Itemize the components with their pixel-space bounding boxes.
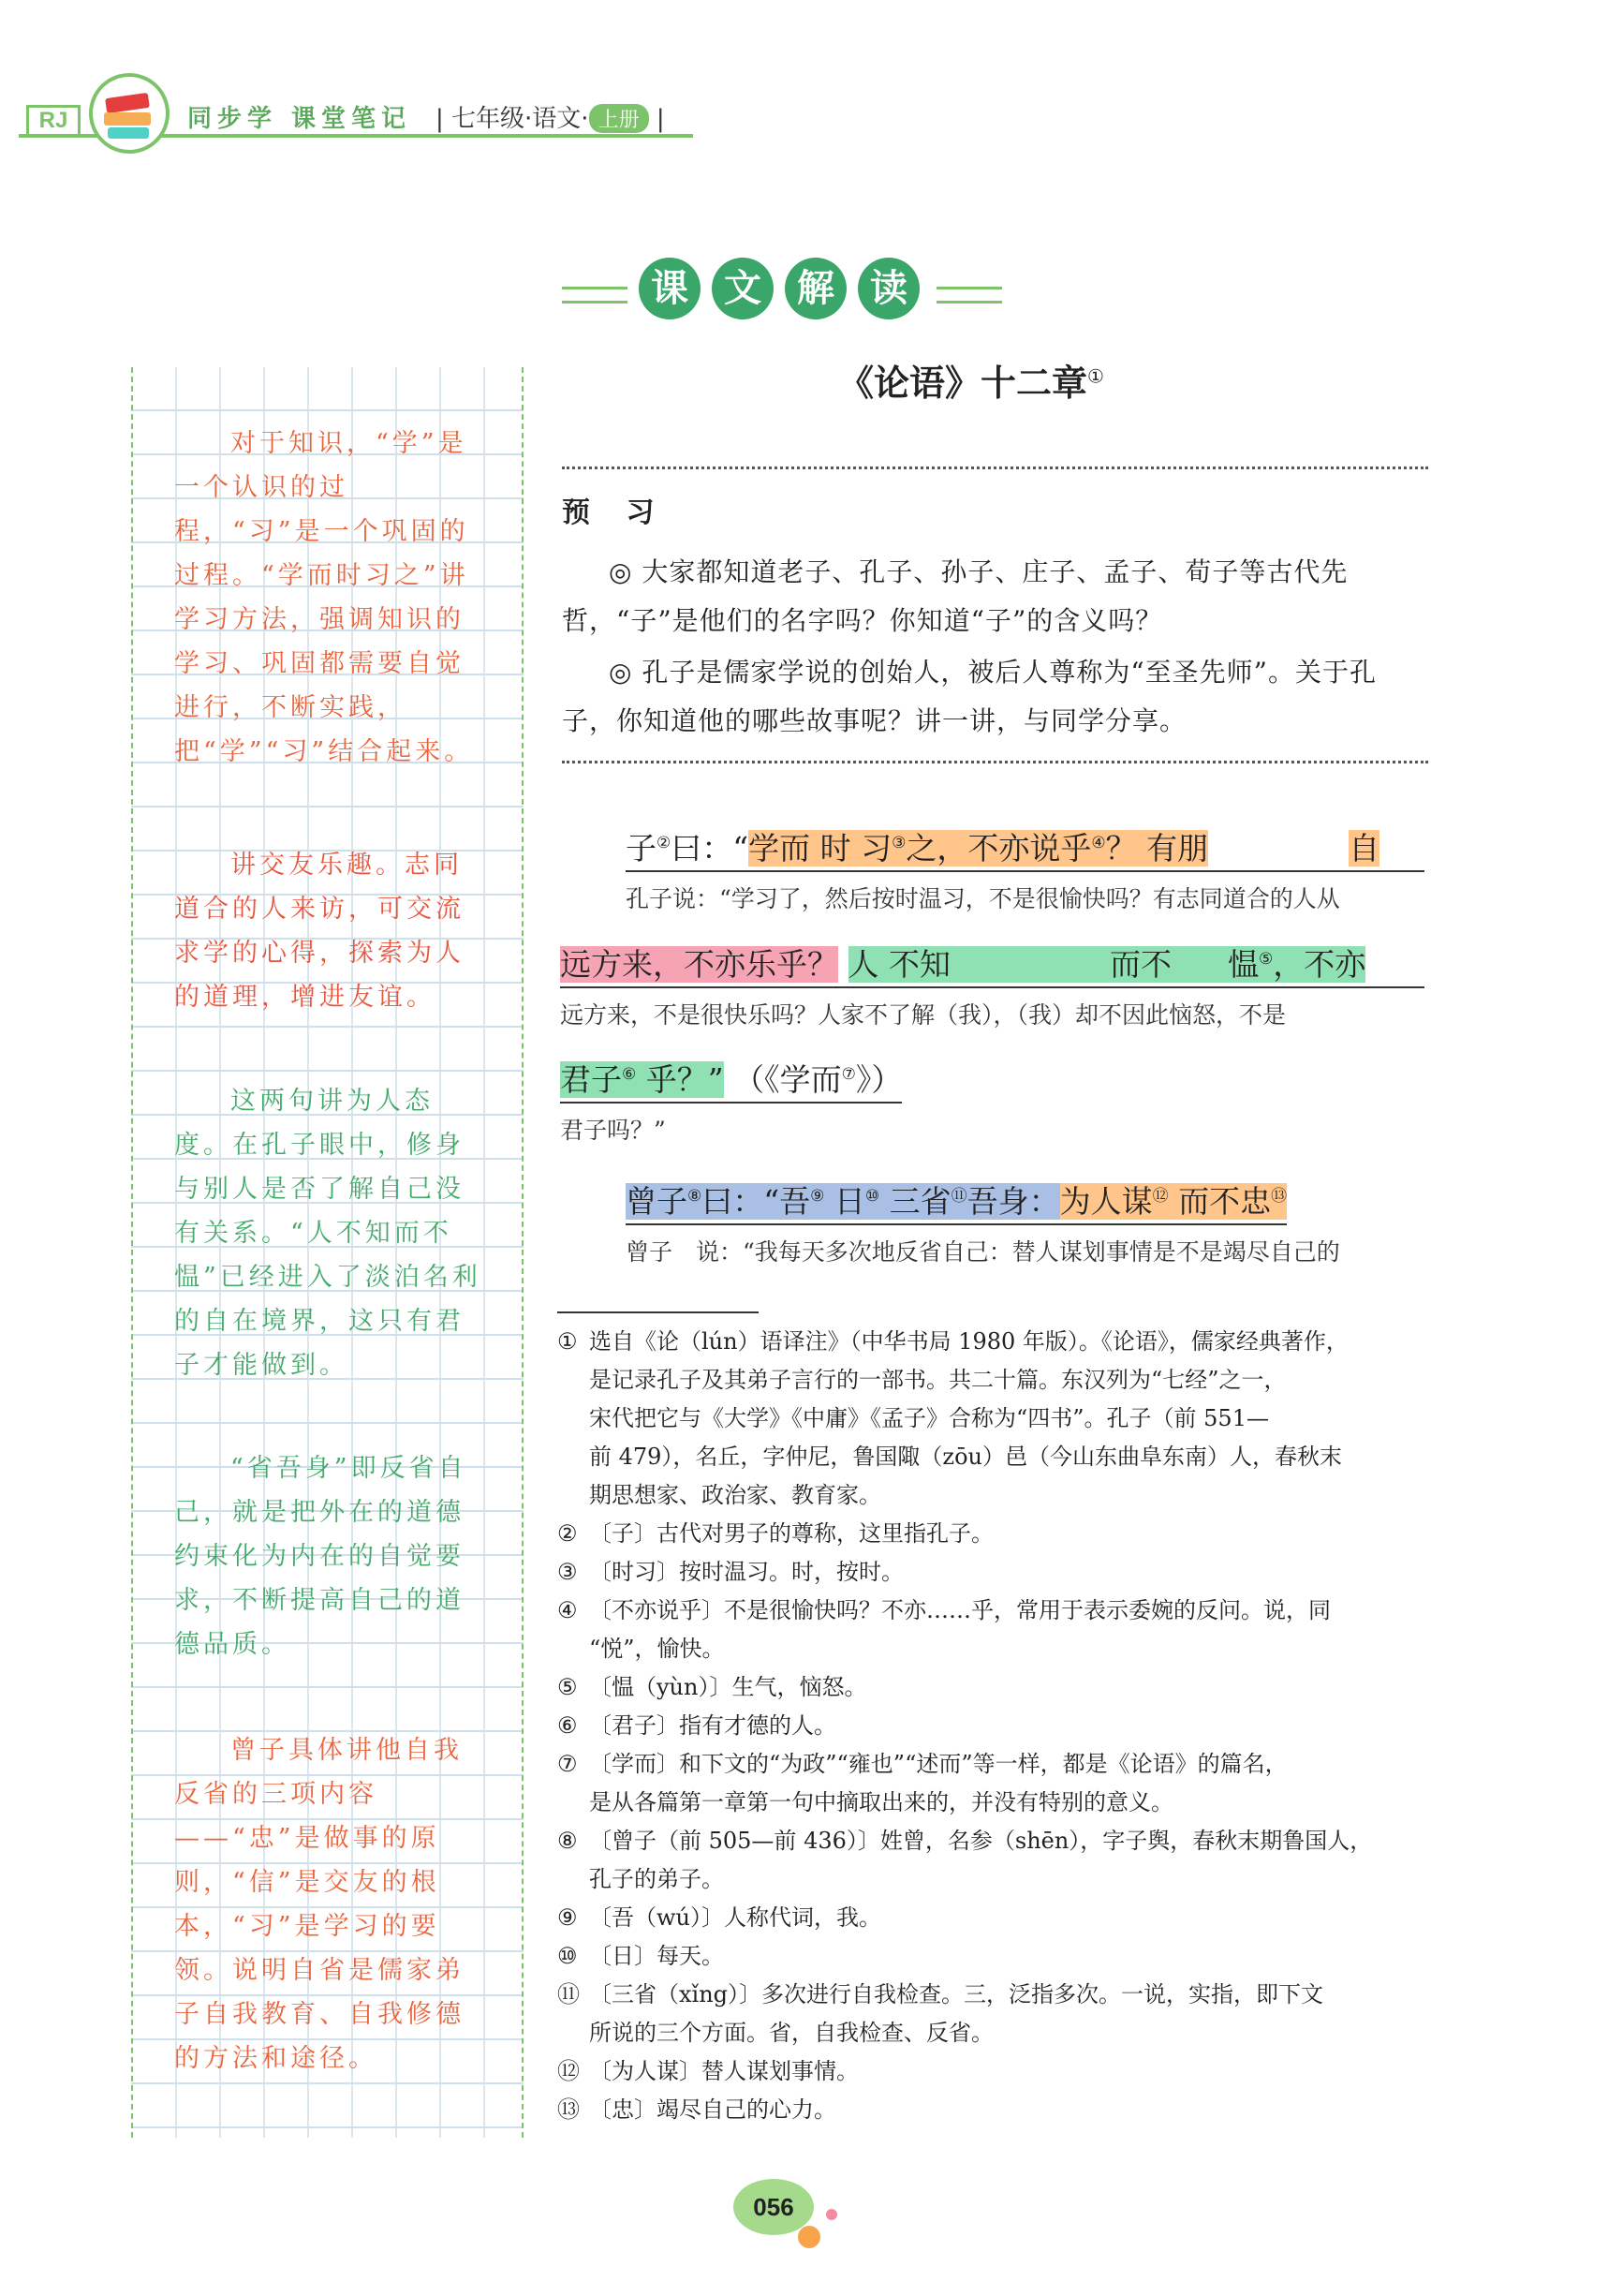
running-header	[0, 66, 693, 159]
footnote-line: “悦”，愉快。	[589, 1636, 725, 1662]
grade-label: | 七年级·语文· 上册 |	[435, 105, 665, 133]
text-line: 远方来，不亦乐乎？ 人 不知 而不 愠⑤，不亦	[560, 941, 1424, 988]
footnote-line: ⑦ 〔学而〕和下文的“为政”“雍也”“述而”等一样，都是《论语》的篇名，	[557, 1751, 1288, 1777]
translation-line: 远方来，不是很快乐吗？人家不了解（我），（我）却不因此恼怒，不是	[560, 1001, 1287, 1029]
preview-label: 预 习	[562, 496, 668, 529]
footnote-line: ⑪ 〔三省（xǐng）〕多次进行自我检查。三，泛指多次。一说，实指，即下文	[557, 1981, 1324, 2007]
grade-text: 七年级·语文·	[451, 105, 589, 133]
footnote-line: ② 〔子〕古代对男子的尊称，这里指孔子。	[557, 1520, 994, 1547]
section-deco-left	[562, 287, 627, 304]
text-line: 曾子⑧曰：“吾⑨ 日⑩ 三省⑪吾身：为人谋⑫ 而不忠⑬	[626, 1178, 1287, 1225]
deco-dot	[826, 2209, 837, 2220]
footnote-line: 是记录孔子及其弟子言行的一部书。共二十篇。东汉列为“七经”之一，	[589, 1367, 1287, 1393]
margin-note: 对于知识，“学”是一个认识的过程，“习”是一个巩固的过程。“学而时习之”讲学习方法，强调知识的学习、巩固都需要自觉进行，不断实践，把“学”“习”结合起来。	[174, 429, 474, 766]
footnote-line: 所说的三个方面。省，自我检查、反省。	[589, 2020, 994, 2046]
series-title: 同步学 课堂笔记	[187, 105, 412, 133]
section-char: 课	[639, 258, 701, 319]
footnote-line: ⑤ 〔愠（yùn）〕生气，恼怒。	[557, 1674, 867, 1700]
footnote-line: 前 479），名丘，字仲尼，鲁国陬（zōu）邑（今山东曲阜东南）人，春秋末	[589, 1444, 1342, 1470]
footnote-line: ⑧ 〔曾子（前 505—前 436）〕姓曾，名参（shēn），字子舆，春秋末期鲁国人，	[557, 1828, 1373, 1854]
rj-badge: RJ	[26, 105, 81, 137]
deco-dot	[798, 2226, 820, 2248]
translation-line: 君子吗？”	[560, 1117, 666, 1144]
margin-notes	[131, 367, 524, 2138]
translation-line: 孔子说：“学习了，然后按时温习，不是很愉快吗？有志同道合的人从	[626, 885, 1340, 912]
text-line: 子②曰：“学而 时 习③之，不亦说乎④？ 有朋 自	[626, 824, 1424, 872]
books-logo-icon	[89, 73, 170, 154]
margin-note: 讲交友乐趣。志同道合的人来访，可交流求学的心得，探索为人的道理，增进友谊。	[174, 851, 465, 1012]
section-char: 读	[858, 258, 920, 319]
footnote-line: ① 选自《论（lún）语译注》（中华书局 1980 年版）。《论语》，儒家经典著作，	[557, 1328, 1349, 1355]
page-number: 056	[733, 2179, 814, 2235]
footnote-line: 是从各篇第一章第一句中摘取出来的，并没有特别的意义。	[589, 1789, 1173, 1815]
margin-note: 这两句讲为人态度。在孔子眼中，修身与别人是否了解自己没有关系。“人不知而不愠”已经进入了淡泊名利的自在境界，这只有君子才能做到。	[174, 1087, 481, 1380]
footnote-line: 孔子的弟子。	[589, 1866, 724, 1892]
footnote-line: 期思想家、政治家、教育家。	[589, 1482, 881, 1508]
footnote-line: 宋代把它与《大学》《中庸》《孟子》合称为“四书”。孔子（前 551—	[589, 1405, 1269, 1431]
lesson-title: 《论语》十二章①	[838, 363, 1104, 404]
footnote-line: ⑥ 〔君子〕指有才德的人。	[557, 1712, 836, 1739]
footnote-line: ④ 〔不亦说乎〕不是很愉快吗？不亦……乎，常用于表示委婉的反问。说，同	[557, 1597, 1331, 1623]
text-line: 君子⑥ 乎？” （《学而⑦》）	[560, 1056, 902, 1104]
translation-line: 曾子 说：“我每天多次地反省自己：替人谋划事情是不是竭尽自己的	[626, 1238, 1340, 1266]
section-char: 解	[785, 258, 847, 319]
footnote-line: ⑬ 〔忠〕竭尽自己的心力。	[557, 2096, 836, 2123]
footnote-line: ③ 〔时习〕按时温习。时，按时。	[557, 1559, 904, 1585]
preview-paragraph: ◎ 大家都知道老子、孔子、孙子、庄子、孟子、荀子等古代先哲，“子”是他们的名字吗？你知道“子”的含义吗？	[562, 556, 1349, 636]
margin-note: 曾子具体讲他自我反省的三项内容——“忠”是做事的原则，“信”是交友的根本，“习”是学习的要领。说明自省是儒家弟子自我教育、自我修德的方法和途径。	[174, 1736, 465, 2073]
section-char: 文	[712, 258, 774, 319]
footnote-line: ⑫ 〔为人谋〕替人谋划事情。	[557, 2058, 859, 2084]
dotted-divider	[562, 467, 1428, 469]
footnote-line: ⑨ 〔吾（wú）〕人称代词，我。	[557, 1904, 881, 1931]
section-title	[562, 253, 1002, 328]
footnote-line: ⑩ 〔日〕每天。	[557, 1943, 724, 1969]
footnote-rule	[557, 1311, 759, 1313]
footnotes	[557, 1323, 1428, 2129]
margin-note: “省吾身”即反省自己，就是把外在的道德约束化为内在的自觉要求，不断提高自己的道德品质。	[174, 1454, 467, 1659]
preview-paragraph: ◎ 孔子是儒家学说的创始人，被后人尊称为“至圣先师”。关于孔子，你知道他的哪些故事呢？讲一讲，与同学分享。	[562, 657, 1377, 736]
section-deco-right	[937, 287, 1002, 304]
dotted-divider	[562, 761, 1428, 763]
volume-pill: 上册	[589, 104, 649, 133]
